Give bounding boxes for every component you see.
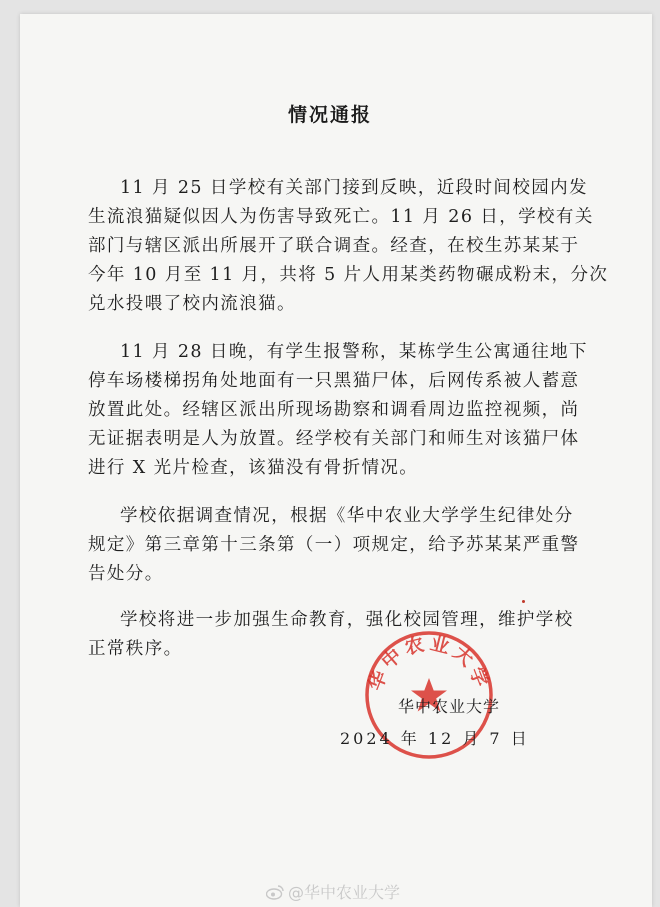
weibo-icon bbox=[266, 884, 284, 900]
document-title: 情况通报 bbox=[287, 104, 372, 126]
paragraph-line: 正常秩序。 bbox=[88, 639, 183, 659]
signature-date: 2024 年 12 月 7 日 bbox=[340, 729, 530, 748]
paragraph-line: 进行 X 光片检查，该猫没有骨折情况。 bbox=[88, 458, 419, 478]
paragraph-line: 学校依据调查情况，根据《华中农业大学学生纪律处分 bbox=[120, 506, 574, 526]
paragraph-line: 兑水投喂了校内流浪猫。 bbox=[88, 294, 296, 314]
paragraph-line: 放置此处。经辖区派出所现场勘察和调看周边监控视频，尚 bbox=[88, 400, 580, 420]
paragraph-line: 生流浪猫疑似因人为伤害导致死亡。11 月 26 日，学校有关 bbox=[88, 207, 594, 227]
paragraph-line: 学校将进一步加强生命教育，强化校园管理，维护学校 bbox=[120, 610, 574, 630]
paragraph-line: 部门与辖区派出所展开了联合调查。经查，在校生苏某某于 bbox=[88, 236, 580, 256]
seal-text: 华中农业大学 bbox=[364, 632, 494, 694]
paragraph-line: 告处分。 bbox=[88, 564, 164, 584]
paragraph-line: 今年 10 月至 11 月，共将 5 片人用某类药物碾成粉末，分次 bbox=[88, 265, 609, 285]
paragraph-line: 停车场楼梯拐角处地面有一只黑猫尸体，后网传系被人蓄意 bbox=[88, 371, 580, 391]
paragraph-line: 11 月 25 日学校有关部门接到反映，近段时间校园内发 bbox=[120, 178, 588, 198]
ink-mark bbox=[522, 600, 525, 603]
watermark-text: @华中农业大学 bbox=[288, 883, 401, 902]
watermark bbox=[266, 880, 400, 903]
paragraph-line: 11 月 28 日晚，有学生报警称，某栋学生公寓通往地下 bbox=[120, 342, 588, 362]
signature-organization: 华中农业大学 bbox=[398, 697, 501, 716]
paragraph-line: 无证据表明是人为放置。经学校有关部门和师生对该猫尸体 bbox=[88, 429, 580, 449]
paragraph-line: 规定》第三章第十三条第（一）项规定，给予苏某某严重警 bbox=[88, 535, 580, 555]
